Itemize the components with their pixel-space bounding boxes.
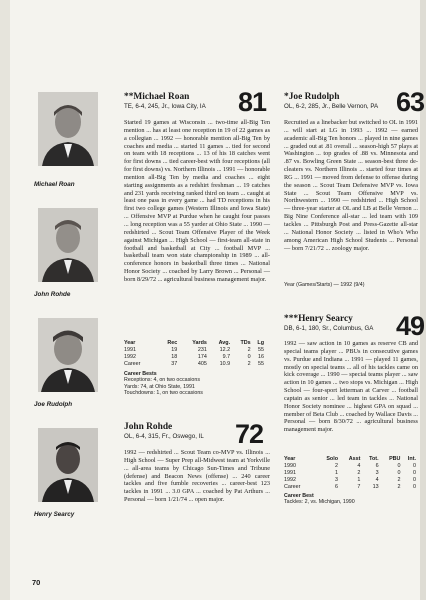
player-bio-rudolph: Recruited as a linebacker but switched to OL in 1991 ... will start at LG in 1993 ... 1992 — earned academic all-Big Ten honors ... played in nine games ... graded out at .81 overall ... season-high 57 plays at Washington ... top grades of .88 vs. Minnesota and .87 vs. Bowling Green State ... season-best three de-cleaters vs. Northern Illinois ... started four times at RG ... 1991 — moved from defense to offense during the season ... Scout Team Defensive MVP vs. Iowa State ... Scout Team Offensive MVP vs. Northwestern ... 1990 — redshirted ... High School — three-year starter at OL and LB at Belle Vernon ... Big Nine Conference all-star ... led team with 109 tackles ... Pittsburgh Post and Press-Gazette all-star ... National Honor Society ... listed in Who's Who among American High School Students ... Personal — born 7/21/72 ... zoology major.: [284, 119, 418, 252]
player-position-rudolph: OL, 6-2, 285, Jr., Belle Vernon, PA: [284, 103, 379, 110]
table-row: 1991 19 231 12.2 2 55: [124, 346, 264, 353]
player-bio-searcy: 1992 — saw action in 10 games as reserve CB and special teams player ... PBUs in consecutive games vs. Purdue and Indiana ... 1991 — played 11 games, mostly on special teams ... all of his tackles came on kick coverage ... 1990 — special teams player ... saw action in 10 games ... two stops vs. Michigan ... High School — four-sport letterman at Carver ... football captain as senior ... led team in tackles ... National Honor Society nominee ... highest GPA on squad ... member of Beta Club ... coached by Wallace Davis ... Personal — born 8/30/72 ... agricultural business management major.: [284, 340, 418, 434]
player-position-rohde: OL, 6-4, 315, Fr., Oswego, IL: [124, 433, 204, 440]
player-header-searcy: [284, 314, 399, 333]
stats-table-searcy: [284, 456, 416, 491]
stats-table-roan: [124, 340, 264, 368]
player-name-searcy: ***Henry Searcy: [284, 314, 353, 324]
jersey-number-rudolph: 63: [396, 87, 425, 117]
career-best-item: Tackles: 2, vs. Michigan, 1990: [284, 499, 355, 506]
photo-caption-searcy: Henry Searcy: [34, 511, 75, 518]
games-starts-rudolph: Year (Games/Starts) — 1992 (9/4): [284, 282, 365, 288]
career-bests-roan: [124, 371, 203, 397]
player-header-rudolph: [284, 92, 399, 111]
page-number: 70: [32, 578, 41, 587]
photo-caption-rudolph: Joe Rudolph: [34, 401, 73, 408]
player-photo-rudolph: [38, 318, 98, 392]
table-row: 1991 1 2 3 0 0: [284, 469, 416, 476]
table-row: Career 37 405 10.9 2 55: [124, 360, 264, 367]
player-position-searcy: DB, 6-1, 180, Sr., Columbus, GA: [284, 325, 374, 332]
player-name-rudolph: *Joe Rudolph: [284, 92, 340, 102]
player-bio-roan: Started 19 games at Wisconsin ... two-time all-Big Ten mention ... has at least one reception in 19 of 22 games as a collegian ... 1992 — honorable mention all-Big Ten by coaches and media ... started 11 games ... tied for second on team with 18 receptions ... 13 of his 18 catches went for first downs ... tied career-best with four receptions (all for first downs) vs. Northern Illinois ... 1991 — honorable mention all-Big Ten by media and coaches ... eight starting assignments as a redshirt freshman ... 19 catches and 231 yards receiving ranked third on team ... caught at least one pass in every game ... had TD receptions in his first two college games (Western Illinois and Iowa State) ... Offensive MVP at Purdue when he caught four passes ... long reception was a 55 yarder at Ohio State ... 1990 — redshirted ... Scout Team Offensive Player of the Week against Michigan ... High School — first-team all-state in football and basketball at City ... football MVP ... basketball team won state championship in 1989 ... all-conference honors in basketball three times ... National Honor Society ... coached by Larry Brown ... Personal — born 8/29/72 ... agricultural business management major.: [124, 119, 270, 283]
career-best-item: Touchdowns: 1, on two occasions: [124, 390, 203, 397]
player-photo-searcy: [38, 428, 98, 502]
player-photo-roan: [38, 92, 98, 166]
jersey-number-rohde: 72: [235, 419, 264, 449]
photo-caption-roan: Michael Roan: [34, 181, 75, 188]
table-row: Career 6 7 13 2 0: [284, 483, 416, 490]
player-name-roan: **Michael Roan: [124, 92, 190, 102]
career-bests-searcy: [284, 493, 355, 506]
player-name-rohde: John Rohde: [124, 422, 173, 432]
table-row: 1990 2 4 6 0 0: [284, 462, 416, 469]
career-bests-title: Career Bests: [124, 371, 157, 377]
player-photo-rohde: [38, 208, 98, 282]
jersey-number-roan: 81: [238, 87, 267, 117]
career-best-item: Receptions: 4, on two occasions: [124, 377, 200, 384]
player-bio-rohde: 1992 — redshirted ... Scout Team co-MVP vs. Illinois ... High School — Super Prep all-Midwest team at Yorkville ... all-area teams by Chicago Sun-Times and Tribune (defense) and Beacon News (offense) ... 240 career tackles and five fumble recoveries ... career-best 123 tackles in 1991 ... 3.0 GPA ... coached by Pat Arthurs ... Personal — born 1/21/74 ... open major.: [124, 449, 270, 504]
player-position-roan: TE, 6-4, 245, Jr., Iowa City, IA: [124, 103, 206, 110]
stats-header-row: Year Solo Asst Tot. PBU Int.: [284, 456, 416, 462]
jersey-number-searcy: 49: [396, 311, 425, 341]
table-row: 1992 18 174 9.7 0 16: [124, 353, 264, 360]
stats-header-row: Year Rec Yards Avg. TDs Lg: [124, 340, 264, 346]
page-left-edge: [0, 0, 10, 600]
career-bests-title: Career Best: [284, 493, 314, 499]
table-row: 1992 3 1 4 2 0: [284, 476, 416, 483]
photo-caption-rohde: John Rohde: [34, 291, 71, 298]
career-best-item: Yards: 74, at Ohio State, 1991: [124, 383, 195, 390]
